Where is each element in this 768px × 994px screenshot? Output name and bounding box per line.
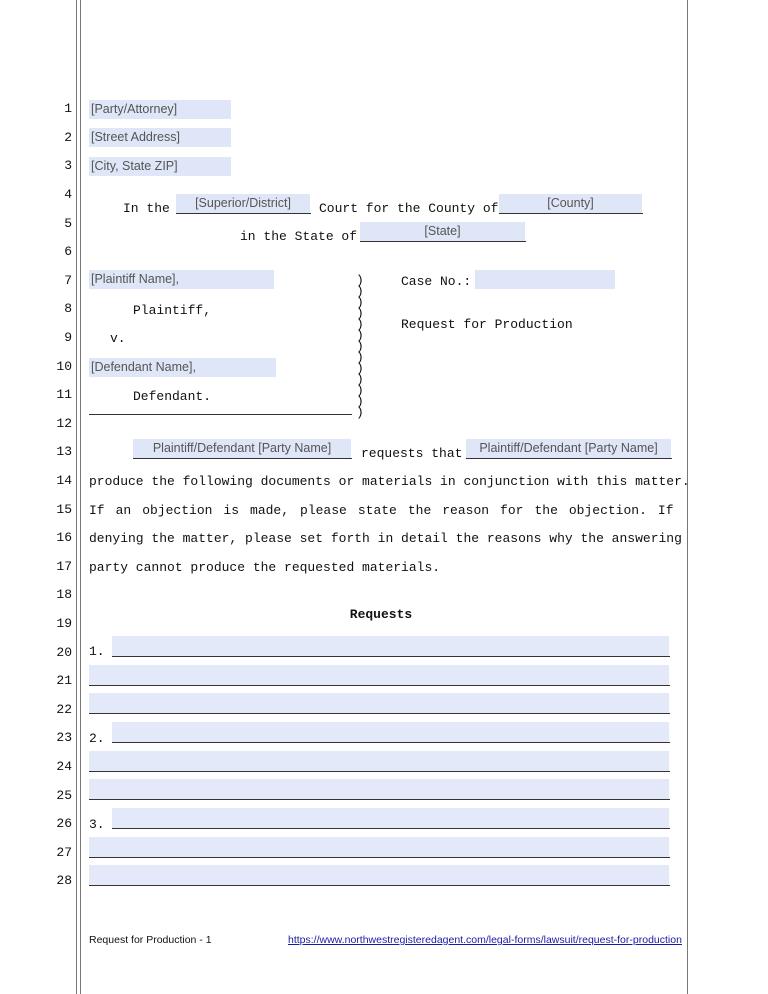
caption-paren: ) xyxy=(356,394,364,409)
line-number: 16 xyxy=(56,530,72,545)
caption-paren: ) xyxy=(356,350,364,365)
request-2-line-b[interactable] xyxy=(89,751,669,772)
line-number: 6 xyxy=(64,244,72,259)
request-line-rule xyxy=(89,857,670,858)
court-type-field[interactable]: [Superior/District] xyxy=(176,194,310,213)
left-margin-rule-inner xyxy=(80,0,81,994)
requesting-party-underline xyxy=(133,458,352,459)
caption-paren: ) xyxy=(356,317,364,332)
request-number: 3. xyxy=(89,817,105,832)
city-state-zip-field[interactable]: [City, State ZIP] xyxy=(89,157,231,176)
county-field[interactable]: [County] xyxy=(499,194,642,213)
responding-party-underline xyxy=(466,458,672,459)
body-line-17: party cannot produce the requested materials. xyxy=(89,560,441,575)
caption-paren: ) xyxy=(356,284,364,299)
line-number: 12 xyxy=(56,416,72,431)
body-line-14: produce the following documents or materials in conjunction with this matter. xyxy=(89,474,690,489)
line-number: 11 xyxy=(56,387,72,402)
request-3-line-c[interactable] xyxy=(89,865,669,886)
line-number: 10 xyxy=(56,359,72,374)
request-line-rule xyxy=(112,828,670,829)
request-1-line-b[interactable] xyxy=(89,665,669,686)
line-number: 9 xyxy=(64,330,72,345)
line-number: 7 xyxy=(64,273,72,288)
caption-paren: ) xyxy=(356,306,364,321)
line-number: 23 xyxy=(56,730,72,745)
plaintiff-label: Plaintiff, xyxy=(133,303,212,318)
request-line-rule xyxy=(112,656,670,657)
requesting-party-field[interactable]: Plaintiff/Defendant [Party Name] xyxy=(133,439,351,458)
document-title: Request for Production xyxy=(401,317,573,332)
caption-paren: ) xyxy=(356,372,364,387)
line-number: 19 xyxy=(56,616,72,631)
line-number: 20 xyxy=(56,645,72,660)
caption-paren: ) xyxy=(356,339,364,354)
defendant-name-field[interactable]: [Defendant Name], xyxy=(89,358,276,377)
caption-paren: ) xyxy=(356,383,364,398)
request-3-line-b[interactable] xyxy=(89,837,669,858)
request-line-rule xyxy=(89,885,670,886)
street-address-field[interactable]: [Street Address] xyxy=(89,128,231,147)
plaintiff-name-field[interactable]: [Plaintiff Name], xyxy=(89,270,274,289)
footer-page-label: Request for Production - 1 xyxy=(89,934,212,946)
line-number: 27 xyxy=(56,845,72,860)
line-number: 18 xyxy=(56,587,72,602)
case-no-label: Case No.: xyxy=(401,274,472,289)
requests-heading: Requests xyxy=(349,607,413,622)
line-number: 1 xyxy=(64,101,72,116)
line-number: 15 xyxy=(56,502,72,517)
state-underline xyxy=(360,241,526,242)
request-1-line-a[interactable] xyxy=(112,636,669,657)
caption-paren: ) xyxy=(356,273,364,288)
line-number: 17 xyxy=(56,559,72,574)
line-number: 22 xyxy=(56,702,72,717)
request-2-line-c[interactable] xyxy=(89,779,669,800)
line-number: 26 xyxy=(56,816,72,831)
line-number: 21 xyxy=(56,673,72,688)
in-the-state-of-text: in the State of xyxy=(240,229,358,244)
caption-bottom-rule xyxy=(89,414,352,415)
left-margin-rule-outer xyxy=(76,0,77,994)
line-number: 2 xyxy=(64,130,72,145)
request-line-rule xyxy=(89,713,670,714)
line-number: 14 xyxy=(56,473,72,488)
request-3-line-a[interactable] xyxy=(112,808,669,829)
caption-paren: ) xyxy=(356,328,364,343)
caption-paren: ) xyxy=(356,295,364,310)
court-for-county-text: Court for the County of xyxy=(319,201,499,216)
line-number: 5 xyxy=(64,216,72,231)
line-number: 28 xyxy=(56,873,72,888)
request-line-rule xyxy=(89,771,670,772)
requests-that-text: requests that xyxy=(361,446,463,461)
line-number: 25 xyxy=(56,788,72,803)
court-type-underline xyxy=(176,213,311,214)
request-2-line-a[interactable] xyxy=(112,722,669,743)
request-line-rule xyxy=(89,799,670,800)
request-1-line-c[interactable] xyxy=(89,693,669,714)
responding-party-field[interactable]: Plaintiff/Defendant [Party Name] xyxy=(466,439,671,458)
state-field[interactable]: [State] xyxy=(360,222,525,241)
line-number: 8 xyxy=(64,301,72,316)
request-number: 1. xyxy=(89,644,105,659)
county-underline xyxy=(499,213,643,214)
line-number: 24 xyxy=(56,759,72,774)
line-number: 4 xyxy=(64,187,72,202)
body-line-16: denying the matter, please set forth in detail the reasons why the answering xyxy=(89,531,682,546)
defendant-label: Defendant. xyxy=(133,389,212,404)
case-no-field[interactable] xyxy=(475,270,615,289)
request-number: 2. xyxy=(89,731,105,746)
versus-text: v. xyxy=(110,331,126,346)
caption-paren: ) xyxy=(356,361,364,376)
party-attorney-field[interactable]: [Party/Attorney] xyxy=(89,100,231,119)
right-margin-rule xyxy=(687,0,688,994)
footer-source-link[interactable]: https://www.northwestregisteredagent.com/legal-forms/lawsuit/request-for-production xyxy=(288,934,682,946)
body-line-15: If an objection is made, please state the reason for the objection. If xyxy=(89,503,674,518)
request-line-rule xyxy=(89,685,670,686)
court-in-the-text: In the xyxy=(123,201,170,216)
caption-paren: ) xyxy=(356,405,364,420)
line-number: 3 xyxy=(64,158,72,173)
request-line-rule xyxy=(112,742,670,743)
line-number: 13 xyxy=(56,444,72,459)
